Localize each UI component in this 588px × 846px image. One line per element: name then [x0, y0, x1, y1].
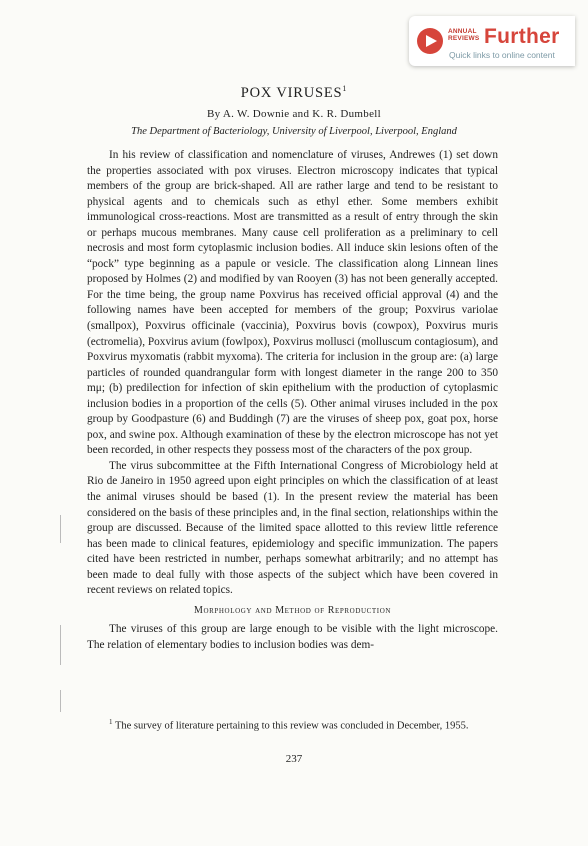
affiliation: The Department of Bacteriology, University of Liverpool, Liverpool, England: [131, 126, 457, 137]
footnote: $^1$ The survey of literature pertaining to this review was concluded in December, 1955.: [109, 718, 469, 732]
page-number: 237: [285, 753, 303, 765]
margin-mark: [60, 625, 61, 665]
paragraph: The viruses of this group are large enough to be visible with the light microscope. The relation of elementary bodies to inclusion bodies was dem-: [87, 623, 498, 651]
annual-reviews-label: ANNUAL REVIEWS: [448, 28, 480, 42]
margin-mark: [60, 515, 61, 543]
article-title: POX VIRUSES$^1$: [240, 84, 348, 101]
paragraph: In his review of classification and nomenclature of viruses, Andrewes (1) set down the properties associated with pox viruses. Electron microscopy indicates that typical members of the group are brick-shaped. All are rather large and tend to be resistant to physical agents and to chemicals such as ethyl ether. Some members exhibit immunological cross-reactions. Most are transmitted as a result of entry through the skin or perhaps mucous membranes. Many cause cell proliferation as a preliminary to cell necrosis and most form cytoplasmic inclusion bodies. All induce skin lesions often of the “pock” type beginning as a papule or vesicle. The classification along Linnean lines proposed by Holmes (2) and modified by van Rooyen (3) has not been generally accepted. For the time being, the group name Poxvirus has received official approval (4) and the following names have been accepted for members of the group; Poxvirus variolae (smallpox), Poxvirus officinale (vaccinia), Poxvirus bovis (cowpox), Poxvirus muris (ectromelia), Poxvirus avium (fowlpox), Poxvirus mollusci (molluscum contagiosum), and Poxvirus myxomatis (rabbit myxoma). The criteria for inclusion in the group are: (a) large particles of rounded quandrangular form with longest diameter in the range 200 to 350 mμ; (b) predilection for infection of skin epithelium with the production of cytoplasmic inclusion bodies in a proportion of the cells (5). Other animal viruses included in the pox group by Goodpasture (6) and Buddingh (7) are the viruses of sheep pox, goat pox, horse pox, and swine pox. Although examination of these by the electron microscope has not yet been recorded, in other respects they possess most of the characters of the pox group.: [87, 149, 498, 457]
further-subtitle: Quick links to online content: [449, 50, 555, 60]
further-link-badge[interactable]: [409, 16, 575, 66]
further-wordmark: Further: [484, 25, 560, 48]
margin-mark: [60, 690, 61, 712]
article-body: [87, 148, 498, 654]
title-footnote-mark: 1: [342, 84, 348, 93]
annual-reviews-logo-icon: [417, 28, 443, 54]
section-heading: Morphology and Method of Reproduction: [193, 604, 392, 616]
paragraph: The virus subcommittee at the Fifth International Congress of Microbiology held at Rio de Janeiro in 1950 agreed upon eight principles on which the classification of at least the animal viruses should be based (1). In the present review the material has been considered on the basis of these principles and, in the final section, relationships within the group are discussed. Because of the limited space allotted to this review little reference has been made to clinical features, epidemiology and specific immunization. The papers cited have been restricted in number, perhaps somewhat arbitrarily; and no attempt has been made to deal fully with those aspects of the subject which have been covered in recent reviews on related topics.: [87, 459, 498, 597]
authors: By A. W. Downie and K. R. Dumbell: [207, 108, 381, 120]
